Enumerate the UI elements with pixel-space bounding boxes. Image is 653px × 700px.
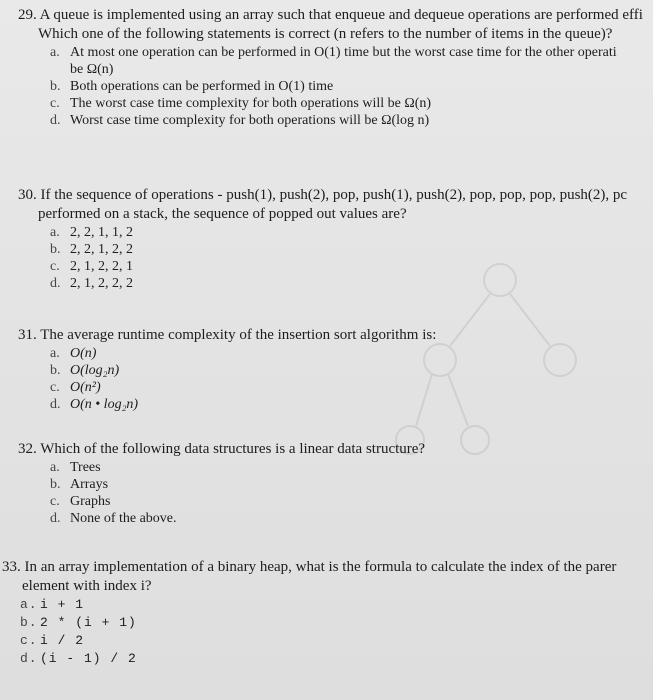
question-31-option-b[interactable]: b. O(log₂n) — [50, 363, 120, 378]
question-33-stem-line1: 33. In an array implementation of a binary heap, what is the formula to calculate the index of the parer — [2, 559, 617, 575]
question-29-option-a[interactable]: a. At most one operation can be performed in O(1) time but the worst case time for the other operati — [50, 45, 617, 60]
question-31-option-c[interactable]: c. O(n²) — [50, 380, 101, 395]
question-30-option-d[interactable]: d. 2, 1, 2, 2, 2 — [50, 276, 133, 291]
question-30-option-c[interactable]: c. 2, 1, 2, 2, 1 — [50, 259, 133, 274]
question-32 — [18, 440, 425, 527]
question-30-option-b[interactable]: b. 2, 2, 1, 2, 2 — [50, 242, 133, 257]
question-30-stem-line1: 30. If the sequence of operations - push(1), push(2), pop, push(1), push(2), pop, pop, pop, push(2), pc — [18, 187, 628, 203]
question-33-option-a[interactable]: a. i + 1 — [20, 597, 85, 612]
question-29-option-c[interactable]: c. The worst case time complexity for both operations will be Ω(n) — [50, 96, 432, 111]
question-33-option-b[interactable]: b. 2 * (i + 1) — [20, 615, 137, 630]
question-32-option-c[interactable]: c. Graphs — [50, 494, 111, 509]
question-32-option-b[interactable]: b. Arrays — [50, 477, 109, 492]
question-32-option-a[interactable]: a. Trees — [50, 460, 101, 475]
question-32-option-d[interactable]: d. None of the above. — [50, 511, 177, 526]
question-30 — [18, 186, 627, 292]
question-31-option-d[interactable]: d. O(n • log₂n) — [50, 397, 139, 412]
question-33-option-d[interactable]: d. (i - 1) / 2 — [20, 651, 137, 666]
question-33-option-c[interactable]: c. i / 2 — [20, 633, 85, 648]
question-31-stem: 31. The average runtime complexity of the insertion sort algorithm is: — [18, 327, 437, 343]
question-33-stem-line2: element with index i? — [22, 578, 152, 594]
question-29-option-b[interactable]: b. Both operations can be performed in O(1) time — [50, 79, 334, 94]
question-29-option-a-cont: be Ω(n) — [70, 62, 114, 77]
question-29-stem-line1: 29. A queue is implemented using an array such that enqueue and dequeue operations are performed effi — [18, 7, 643, 23]
question-30-option-a[interactable]: a. 2, 2, 1, 1, 2 — [50, 225, 133, 240]
question-31 — [18, 326, 436, 413]
question-29-stem-line2: Which one of the following statements is correct (n refers to the number of items in the queue)? — [38, 26, 613, 42]
question-29 — [18, 6, 643, 129]
question-29-option-d[interactable]: d. Worst case time complexity for both operations will be Ω(log n) — [50, 113, 430, 128]
question-31-option-a[interactable]: a. O(n) — [50, 346, 97, 361]
question-33 — [2, 558, 616, 668]
question-32-stem: 32. Which of the following data structures is a linear data structure? — [18, 441, 426, 457]
question-30-stem-line2: performed on a stack, the sequence of popped out values are? — [38, 206, 407, 222]
